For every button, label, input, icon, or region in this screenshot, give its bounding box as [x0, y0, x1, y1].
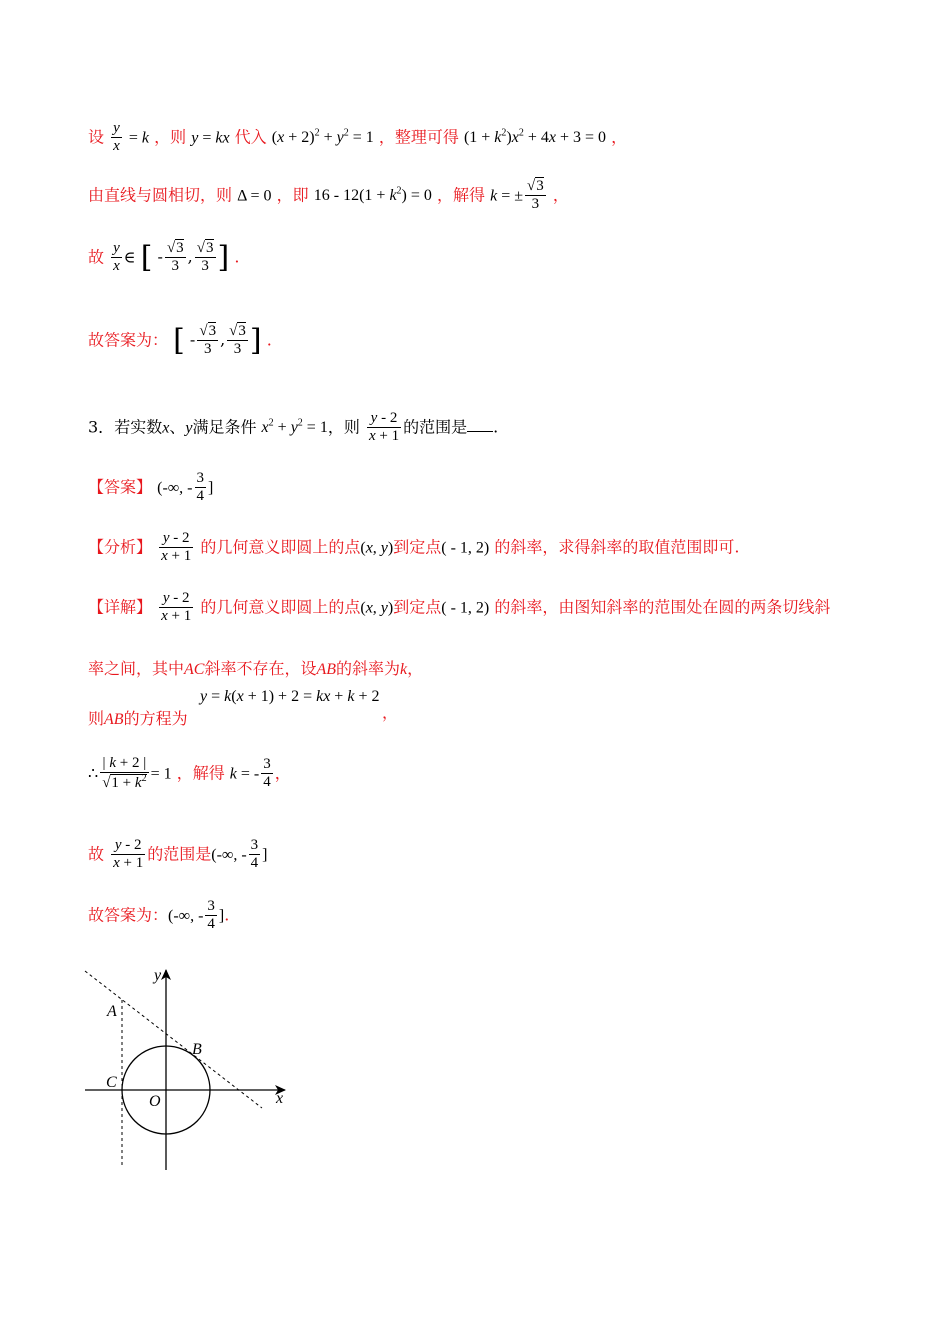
answer-interval: (-∞, -: [157, 479, 193, 497]
text: 的斜率，求得斜率的取值范围即可.: [494, 537, 740, 557]
label-c: C: [106, 1074, 117, 1091]
text: 故答案为：: [88, 330, 169, 350]
analysis-line: 【分析】 $\frac{y - 2}{x + 1}$ 的几何意义即圆上的点(x, y)到定点( - 1, 2) 的斜率，求得斜率的取值范围即可.: [88, 530, 740, 565]
question-3: 3．若实数x、y满足条件 $x^2 + y^2 = 1$，则 $\frac{y - 2}{x + 1}$ 的范围是 .: [88, 410, 499, 445]
text: AC: [184, 661, 205, 678]
equation: y = kx: [191, 129, 230, 147]
distance-fraction: $\frac{| k + 2 |}{√1 + k^2}$: [102, 755, 147, 792]
detail-line: 【详解】 $\frac{y - 2}{x + 1}$ 的几何意义即圆上的点(x, y)到定点( - 1, 2) 的斜率，由图知斜率的范围处在圆的两条切线斜: [88, 590, 831, 625]
circle-tangent-figure: [80, 960, 300, 1180]
text: 则: [88, 709, 105, 728]
final-answer-1: [88, 323, 272, 359]
fraction-y-over-x: $\frac{y}{x}$: [113, 120, 120, 155]
text: ，: [552, 185, 569, 205]
text: 设: [88, 127, 105, 147]
label-b: B: [192, 1041, 202, 1058]
detail-line-2: [88, 656, 423, 679]
text: ，解得: [437, 185, 486, 205]
solution-line-2: [88, 178, 569, 214]
text: 率之间，其中: [88, 659, 185, 678]
text: 的范围是: [403, 417, 468, 437]
text: ，: [382, 703, 399, 722]
text: 的几何意义即圆上的点: [200, 537, 361, 557]
detail-line-4: ∴ $\frac{| k + 2 |}{√1 + k^2}$ = 1 ，解得 k = - $\frac{3}{4}$ ，: [88, 755, 291, 792]
text: .: [266, 330, 272, 350]
solution-line-3: 故 $\frac{y}{x}$ ∈ [ - $\frac{√3}{3}$ , $\frac{√3}{3}$ ] .: [88, 240, 240, 276]
text: ，解得: [176, 763, 225, 783]
text: ，: [274, 763, 291, 783]
label-o: O: [149, 1093, 161, 1110]
text: 到定点: [393, 537, 442, 557]
text: 的斜率，由图知斜率的范围处在圆的两条切线斜: [494, 597, 831, 617]
text: AB: [104, 711, 124, 728]
text: 故: [88, 844, 105, 864]
fraction-y-over-x: $\frac{y}{x}$: [113, 240, 120, 275]
final-answer-2: 故答案为：(-∞, - $\frac{3}{4}$ ].: [88, 898, 230, 933]
line-equation: y = k(x + 1) + 2 = kx + k + 2: [200, 688, 380, 705]
discriminant: Δ = 0: [237, 187, 272, 205]
label-a: A: [107, 1003, 117, 1020]
text: 故: [88, 247, 105, 267]
text: 若实数: [114, 417, 163, 437]
text: 斜率不存在，设: [204, 659, 317, 678]
text: 、: [169, 417, 186, 437]
text: ，则: [154, 127, 187, 147]
text: .: [493, 417, 499, 437]
k-solution: k = ±: [490, 187, 524, 205]
detail-label: 【详解】: [88, 597, 153, 617]
text: 的几何意义即圆上的点: [200, 597, 361, 617]
text: 到定点: [393, 597, 442, 617]
label-y: y: [154, 967, 162, 984]
text: 由直线与圆相切，则: [88, 185, 233, 205]
interval: [ - $\frac{√3}{3}$ , $\frac{√3}{3}$ ]: [140, 240, 230, 276]
text: .: [234, 247, 240, 267]
text: 故答案为：: [88, 905, 169, 925]
answer-label: 【答案】: [88, 477, 153, 497]
answer-blank: [467, 431, 493, 432]
text: 的范围是: [147, 844, 212, 864]
text: 的方程为: [123, 709, 188, 728]
text: ，即: [276, 185, 309, 205]
text: .: [224, 905, 230, 925]
text: ，: [611, 127, 628, 147]
analysis-label: 【分析】: [88, 537, 153, 557]
discriminant-eq: $16 - 12(1 + k^2) = 0$: [313, 185, 432, 205]
answer-line: 【答案】 (-∞, - $\frac{3}{4}$ ]: [88, 470, 214, 505]
label-x: x: [276, 1090, 284, 1107]
text: 代入: [234, 127, 267, 147]
interval: [ - $\frac{√3}{3}$ , $\frac{√3}{3}$ ]: [173, 323, 262, 359]
circle-substitution: $(x + 2)^2 + y^2 = 1$: [271, 127, 374, 147]
text: 满足条件: [192, 417, 257, 437]
text: k: [400, 661, 408, 678]
detail-line-5: 故 $\frac{y - 2}{x + 1}$ 的范围是(-∞, - $\frac{3}{4}$ ]: [88, 837, 268, 872]
question-number: 3．: [88, 417, 115, 437]
condition: $x^2 + y^2 = 1$: [261, 417, 328, 437]
detail-line-3-comma: [382, 700, 398, 723]
solution-line-1: 设 $\frac{y}{x}$ = k ，则 y = kx 代入 $(x + 2)^2 + y^2 = 1$ ，整理可得 $(1 + k^2)x^2 + 4x + 3 = 0$ ，: [88, 120, 628, 155]
text: 的斜率为: [336, 659, 401, 678]
quadratic: $(1 + k^2)x^2 + 4x + 3 = 0$: [463, 127, 607, 147]
text: AB: [316, 661, 337, 678]
detail-line-3: [88, 706, 188, 729]
text: ，整理可得: [378, 127, 459, 147]
text: ，: [407, 659, 424, 678]
fraction-y2-x1: $\frac{y - 2}{x + 1}$: [368, 410, 400, 445]
text: ，则: [327, 417, 360, 437]
fraction-sqrt3-3: $\frac{√3}{3}$: [527, 178, 544, 213]
